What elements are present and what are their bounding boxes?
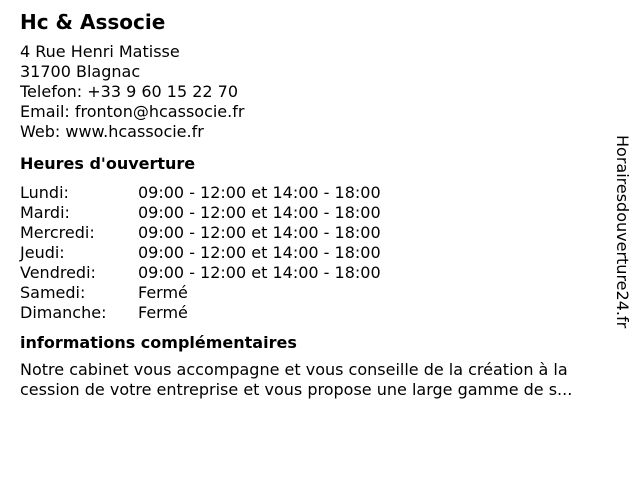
hours-day-label: Jeudi: bbox=[20, 243, 65, 262]
hours-row-wednesday bbox=[20, 223, 620, 243]
hours-title: Heures d'ouverture bbox=[20, 154, 196, 173]
contact-block bbox=[20, 42, 620, 142]
address-street: 4 Rue Henri Matisse bbox=[20, 42, 180, 61]
hours-row-tuesday bbox=[20, 203, 620, 223]
hours-time: 09:00 - 12:00 et 14:00 - 18:00 bbox=[138, 243, 381, 262]
hours-row-friday bbox=[20, 263, 620, 283]
info-text: Notre cabinet vous accompagne et vous conseille de la création à la cession de votre entreprise et vous propose une large gamme de s... bbox=[20, 360, 573, 399]
hours-time: 09:00 - 12:00 et 14:00 - 18:00 bbox=[138, 223, 381, 242]
hours-time: Fermé bbox=[138, 303, 188, 322]
business-name: Hc & Associe bbox=[20, 10, 166, 34]
hours-time: 09:00 - 12:00 et 14:00 - 18:00 bbox=[138, 203, 381, 222]
hours-time: 09:00 - 12:00 et 14:00 - 18:00 bbox=[138, 263, 381, 282]
hours-time: 09:00 - 12:00 et 14:00 - 18:00 bbox=[138, 183, 381, 202]
business-card bbox=[20, 10, 620, 400]
hours-day-label: Samedi: bbox=[20, 283, 86, 302]
hours-row-thursday bbox=[20, 243, 620, 263]
hours-row-sunday bbox=[20, 303, 620, 323]
web-line: Web: www.hcassocie.fr bbox=[20, 122, 204, 141]
info-title: informations complémentaires bbox=[20, 333, 297, 352]
hours-row-monday bbox=[20, 183, 620, 203]
hours-row-saturday bbox=[20, 283, 620, 303]
phone-line: Telefon: +33 9 60 15 22 70 bbox=[20, 82, 239, 101]
hours-day-label: Mardi: bbox=[20, 203, 70, 222]
hours-day-label: Lundi: bbox=[20, 183, 69, 202]
hours-day-label: Mercredi: bbox=[20, 223, 95, 242]
hours-day-label: Vendredi: bbox=[20, 263, 96, 282]
watermark-text: Horairesdouverture24.fr bbox=[613, 135, 632, 329]
address-city: 31700 Blagnac bbox=[20, 62, 141, 81]
hours-day-label: Dimanche: bbox=[20, 303, 107, 322]
email-line: Email: fronton@hcassocie.fr bbox=[20, 102, 245, 121]
hours-time: Fermé bbox=[138, 283, 188, 302]
hours-table bbox=[20, 183, 620, 323]
